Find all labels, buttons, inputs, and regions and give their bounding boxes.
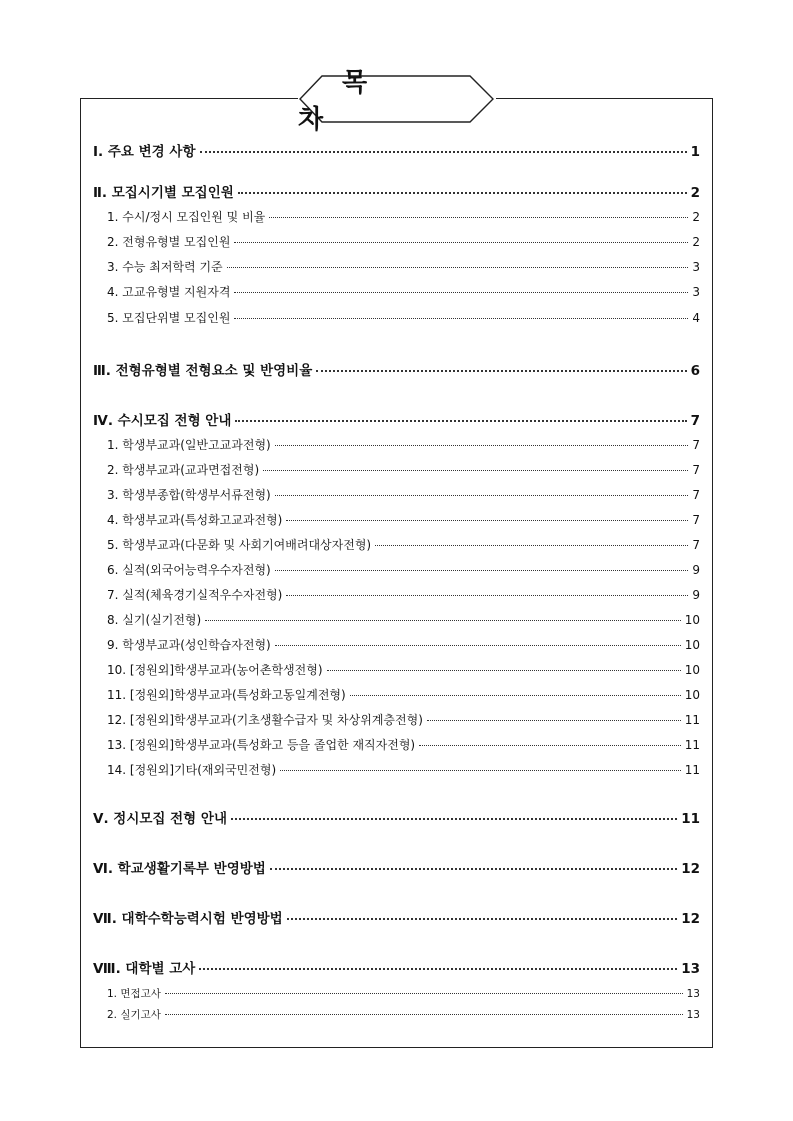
toc-leader-dots [280, 770, 681, 771]
toc-entry[interactable] [93, 807, 700, 827]
toc-entry[interactable] [93, 409, 700, 429]
toc-leader-dots [165, 1014, 683, 1015]
toc-entry-page: 4 [692, 311, 700, 325]
toc-leader-dots [199, 968, 677, 970]
toc-entry-page: 13 [686, 988, 700, 1000]
toc-entry-label: 2. 학생부교과(교과면접전형) [107, 463, 260, 477]
toc-entry-page: 11 [681, 811, 700, 827]
toc-entry[interactable] [107, 511, 700, 528]
toc-entry-label: 8. 실기(실기전형) [107, 613, 202, 627]
toc-entry-label: Ⅳ. 수시모집 전형 안내 [93, 413, 232, 429]
toc-leader-dots [427, 720, 681, 721]
toc-entry-label: 1. 수시/정시 모집인원 및 비율 [107, 210, 266, 224]
toc-entry-label: Ⅷ. 대학별 고사 [93, 961, 196, 977]
toc-leader-dots [165, 993, 683, 994]
toc-entry-page: 11 [684, 763, 700, 777]
toc-entry[interactable] [93, 140, 700, 160]
toc-leader-dots [234, 292, 688, 293]
toc-entry-label: Ⅵ. 학교생활기록부 반영방법 [93, 861, 266, 877]
toc-entry[interactable] [107, 208, 700, 225]
toc-entry-label: 5. 모집단위별 모집인원 [107, 311, 231, 325]
toc-entry[interactable] [93, 359, 700, 379]
toc-entry-page: 7 [692, 463, 700, 477]
toc-leader-dots [205, 620, 681, 621]
toc-entry-page: 9 [692, 563, 700, 577]
toc-entry-label: 14. [정원외]기타(재외국민전형) [107, 763, 277, 777]
toc-leader-dots [275, 445, 689, 446]
toc-entry[interactable] [107, 536, 700, 553]
toc-leader-dots [286, 595, 688, 596]
toc-entry-label: 3. 수능 최저학력 기준 [107, 260, 223, 274]
toc-entry[interactable] [107, 436, 700, 453]
toc-entry[interactable] [107, 258, 700, 275]
toc-entry-label: 4. 고교유형별 지원자격 [107, 285, 231, 299]
toc-entry[interactable] [107, 283, 700, 300]
toc-entry[interactable] [107, 761, 700, 778]
toc-entry[interactable] [93, 957, 700, 977]
toc-entry-label: 3. 학생부종합(학생부서류전형) [107, 488, 271, 502]
toc-leader-dots [275, 495, 689, 496]
toc-entry-page: 7 [692, 538, 700, 552]
toc-entry-label: 9. 학생부교과(성인학습자전형) [107, 638, 271, 652]
toc-entry[interactable] [107, 736, 700, 753]
toc-leader-dots [270, 868, 677, 870]
toc-leader-dots [263, 470, 688, 471]
toc-entry-label: 10. [정원외]학생부교과(농어촌학생전형) [107, 663, 323, 677]
toc-entry-page: 6 [690, 363, 700, 379]
toc-entry-page: 9 [692, 588, 700, 602]
toc-entry-page: 13 [686, 1009, 700, 1021]
toc-entry-page: 10 [684, 688, 700, 702]
toc-leader-dots [234, 242, 688, 243]
toc-entry-label: Ⅰ. 주요 변경 사항 [93, 144, 196, 160]
toc-entry-page: 2 [692, 235, 700, 249]
toc-leader-dots [316, 370, 686, 372]
toc-entry-page: 2 [692, 210, 700, 224]
toc-entry-label: 2. 실기고사 [107, 1009, 161, 1021]
toc-leader-dots [286, 520, 688, 521]
toc-entry-page: 7 [692, 513, 700, 527]
toc-entry-label: 5. 학생부교과(다문화 및 사회기여배려대상자전형) [107, 538, 372, 552]
toc-entry[interactable] [107, 636, 700, 653]
toc-entry-page: 7 [690, 413, 700, 429]
toc-entry-label: 13. [정원외]학생부교과(특성화고 등을 졸업한 재직자전형) [107, 738, 416, 752]
toc-leader-dots [350, 695, 681, 696]
toc-entry[interactable] [107, 486, 700, 503]
toc-entry[interactable] [93, 181, 700, 201]
toc-entry-label: 4. 학생부교과(특성화고교과전형) [107, 513, 283, 527]
toc-entry-label: 1. 면접고사 [107, 988, 161, 1000]
toc-entry-page: 11 [684, 738, 700, 752]
toc-leader-dots [238, 192, 687, 194]
toc-leader-dots [275, 570, 689, 571]
toc-entry[interactable] [107, 611, 700, 628]
toc-entry-page: 13 [681, 961, 700, 977]
toc-entry-label: 12. [정원외]학생부교과(기초생활수급자 및 차상위계층전형) [107, 713, 423, 727]
toc-entry[interactable] [107, 561, 700, 578]
toc-leader-dots [275, 645, 681, 646]
toc-leader-dots [231, 818, 677, 820]
toc-leader-dots [200, 151, 687, 153]
page-title: 목 차 [298, 68, 412, 135]
toc-entry-label: Ⅴ. 정시모집 전형 안내 [93, 811, 228, 827]
toc-leader-dots [235, 420, 686, 422]
toc-leader-dots [269, 217, 688, 218]
toc-leader-dots [227, 267, 689, 268]
toc-entry-label: 6. 실적(외국어능력우수자전형) [107, 563, 271, 577]
toc-leader-dots [327, 670, 681, 671]
toc-entry[interactable] [107, 309, 700, 326]
toc-entry-page: 10 [684, 638, 700, 652]
toc-entry-page: 10 [684, 663, 700, 677]
toc-entry[interactable] [107, 986, 700, 1001]
toc-entry-page: 1 [690, 144, 700, 160]
toc-entry[interactable] [93, 907, 700, 927]
toc-entry-page: 11 [684, 713, 700, 727]
toc-entry-page: 3 [692, 285, 700, 299]
toc-entry-label: 1. 학생부교과(일반고교과전형) [107, 438, 271, 452]
toc-entry[interactable] [107, 233, 700, 250]
toc-entry-page: 10 [684, 613, 700, 627]
toc-entry[interactable] [93, 857, 700, 877]
toc-entry-label: Ⅱ. 모집시기별 모집인원 [93, 185, 234, 201]
toc-leader-dots [375, 545, 688, 546]
toc-entry-label: 7. 실적(체육경기실적우수자전형) [107, 588, 283, 602]
toc-entry-label: 11. [정원외]학생부교과(특성화고동일계전형) [107, 688, 346, 702]
toc-entry[interactable] [107, 686, 700, 703]
toc-entry[interactable] [107, 586, 700, 603]
toc-entry-page: 12 [681, 861, 700, 877]
toc-entry[interactable] [107, 461, 700, 478]
toc-entry-label: Ⅶ. 대학수학능력시험 반영방법 [93, 911, 283, 927]
toc-entry[interactable] [107, 661, 700, 678]
toc-entry-label: Ⅲ. 전형유형별 전형요소 및 반영비율 [93, 363, 313, 379]
toc-entry-page: 12 [681, 911, 700, 927]
toc-entry[interactable] [107, 1007, 700, 1022]
toc-entry-page: 3 [692, 260, 700, 274]
toc-entry-page: 7 [692, 488, 700, 502]
toc-leader-dots [419, 745, 681, 746]
toc-entry-page: 2 [690, 185, 700, 201]
toc-entry-page: 7 [692, 438, 700, 452]
toc-leader-dots [287, 918, 677, 920]
toc-leader-dots [234, 318, 688, 319]
toc-entry-label: 2. 전형유형별 모집인원 [107, 235, 231, 249]
toc-entry[interactable] [107, 711, 700, 728]
